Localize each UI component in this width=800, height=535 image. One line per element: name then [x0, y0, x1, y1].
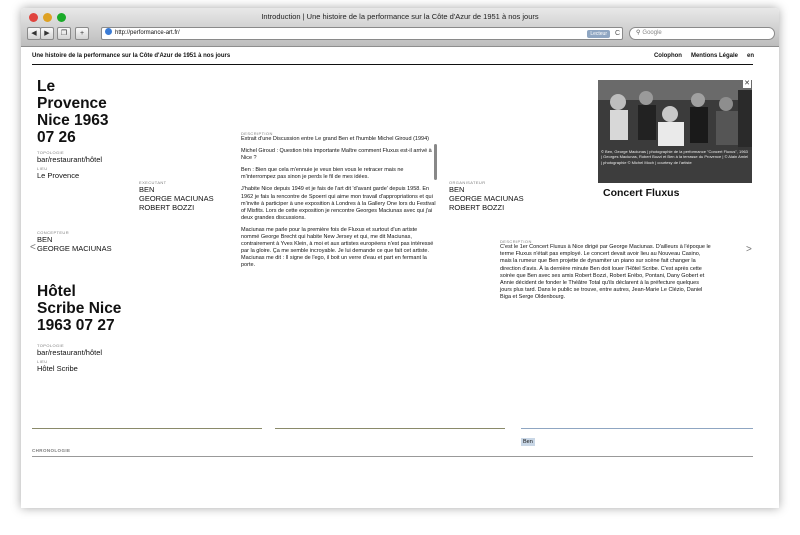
description-paragraph: Extrait d'une Discussion entre Le grand Ben et l'humble Michel Giroud (1994)	[241, 136, 429, 142]
timeline-track[interactable]	[32, 428, 262, 429]
executant-name[interactable]: BEN	[139, 185, 155, 194]
photo-image	[598, 80, 752, 150]
title-bar	[21, 8, 779, 47]
executant-name[interactable]: ROBERT BOZZI	[139, 203, 195, 212]
timeline-tag[interactable]: Ben	[523, 439, 533, 445]
typologie-value: bar/restaurant/hôtel	[37, 348, 103, 357]
concepteur-name[interactable]: BEN	[37, 235, 53, 244]
description-paragraph: Ben : Bien que cela m'ennuie je veux bien vous le retracer mais ne m'interrompez pas sinon je perds le fil de mes idées.	[241, 167, 404, 181]
top-nav	[654, 53, 754, 59]
photo-caption: © Ben, George Maciunas | photographie de la performance "Concert Fluxus", 1963 | Georges Maciunas, Robert Bozzi et Ben à la terrasse du Provence | © Alain Amiel | photographie © Michel Moch | courtesy de l'artiste	[598, 147, 752, 183]
window-title: Introduction | Une histoire de la performance sur la Côte d'Azur de 1951 à nos jours	[261, 12, 539, 21]
title-line: Hôtel	[37, 283, 76, 300]
description-label: DESCRIPTION	[241, 131, 273, 136]
concepteur-label: CONCEPTEUR	[37, 230, 70, 235]
forward-button[interactable]: ▶	[40, 27, 54, 40]
organisateur-name[interactable]: BEN	[449, 185, 465, 194]
description-paragraph: Maciunas me parle pour la première fois de Fluxus et surtout d'un artiste nommé George Brecht qui habite New Jersey et qui, me dit Maciunas, contrairement à Yves Klein, à moi et aux artistes européens n'est pas intéressé par la gloire. Ça me semble incroyable. Je lui demande ce que fait cet artiste. Maciunas me dit : Il signe de l'ego, il boit un verre d'eau et part en fermant la porte.	[241, 226, 434, 269]
lieu-label: LIEU	[37, 166, 48, 171]
title-line: 1963 07 27	[37, 317, 115, 334]
site-header-title[interactable]: Une histoire de la performance sur la Côte d'Azur de 1951 à nos jours	[32, 53, 231, 59]
executant-names	[139, 185, 214, 212]
title-line: 07 26	[37, 129, 76, 146]
add-bookmark-button[interactable]: +	[75, 27, 89, 40]
executant-label: EXECUTANT	[139, 180, 167, 185]
nav-language-en[interactable]: en	[746, 53, 754, 59]
lieu-value: Le Provence	[37, 171, 80, 180]
title-line: Scribe Nice	[37, 300, 122, 317]
typologie-value: bar/restaurant/hôtel	[37, 155, 103, 164]
description-scrollbar[interactable]	[434, 144, 437, 180]
event-title-le-provence[interactable]	[37, 78, 109, 146]
browser-window	[21, 8, 779, 508]
title-line: Provence	[37, 95, 107, 112]
typologie-label: TOPOLOGIE	[37, 343, 65, 348]
search-input[interactable]	[629, 27, 775, 40]
typologie-label: TOPOLOGIE	[37, 150, 65, 155]
nav-colophon[interactable]: Colophon	[653, 53, 682, 59]
event-title-hotel-scribe[interactable]	[37, 283, 121, 334]
nav-mentions-legales[interactable]: Mentions Légale	[690, 53, 738, 59]
description-paragraph: J'habite Nice depuis 1949 et je fais de l'art dit 'd'avant garde' depuis 1958. En 1962 je fais la rencontre de Spoerri qui aime mon travail d'appropriations et qui m'invite à participer à une exposition à Londres à la Gallery One lors du Festival of Misfits. Lors de cette exposition je rencontre Georges Maciunas avec qui j'ai deux grandes discussions.	[241, 186, 436, 221]
event-photo[interactable]	[598, 80, 752, 183]
organisateur-name[interactable]: GEORGE MACIUNAS	[449, 194, 524, 203]
next-arrow-icon[interactable]: >	[746, 244, 752, 255]
search-placeholder: Google	[642, 30, 662, 36]
search-icon: ⚲	[636, 30, 641, 36]
header-divider	[32, 64, 753, 65]
description-paragraph: Michel Giroud : Question très importante Maître comment Fluxus est-il arrivé à Nice ?	[241, 148, 432, 162]
title-line: Nice 1963	[37, 112, 109, 129]
organisateur-name[interactable]: ROBERT BOZZI	[449, 203, 505, 212]
url-text: http://performance-art.fr/	[115, 30, 180, 36]
close-icon[interactable]: ✕	[744, 80, 750, 87]
reload-icon[interactable]: C	[614, 30, 620, 37]
previous-arrow-icon[interactable]: <	[30, 242, 36, 253]
event-title-concert-fluxus[interactable]: Concert Fluxus	[603, 187, 680, 199]
title-line: Le	[37, 78, 56, 95]
right-description-text: C'est le 1er Concert Fluxus à Nice dirigé par George Maciunas. D'ailleurs à l'époque le terme Fluxus n'était pas employé. Le concert devait avoir lieu au Nouveau Casino, mais la rumeur que Ben projette de dynamiter un piano sur scène fait changer la direction d'avis. À la dernière minute Ben doit louer l'Hôtel Scribe. C'est après cette soirée que Ben avec ses amis Robert Bozzi, Robert Erébo, Pontani, Dany Gobert et Annie décident de fonder le Théâtre Total qu'ils déclarent à la préfecture quelques jours plus tard. Dans le public se trouve, entre autres, Jean-Marie Le Clézio, Daniel Biga et Serge Oldenbourg.	[500, 244, 711, 301]
right-description-label: DESCRIPTION	[500, 239, 532, 244]
url-field[interactable]	[101, 27, 623, 40]
lieu-value: Hôtel Scribe	[37, 364, 78, 373]
concepteur-name[interactable]: GEORGE MACIUNAS	[37, 244, 112, 253]
chronologie-divider	[32, 456, 753, 457]
reader-button[interactable]: Lecteur	[587, 30, 610, 38]
concepteur-names	[37, 235, 112, 253]
page-content	[21, 47, 779, 508]
organisateur-label: ORGANISATEUR	[449, 180, 486, 185]
browser-toolbar	[21, 24, 779, 44]
organisateur-names	[449, 185, 524, 212]
bookmark-icon[interactable]: ❐	[57, 27, 71, 40]
executant-name[interactable]: GEORGE MACIUNAS	[139, 194, 214, 203]
lieu-label: LIEU	[37, 359, 48, 364]
chronologie-label: CHRONOLOGIE	[32, 448, 71, 453]
back-button[interactable]: ◀	[27, 27, 41, 40]
timeline-track[interactable]	[275, 428, 505, 429]
description-scroll-area[interactable]	[241, 136, 437, 307]
timeline-track-active[interactable]	[521, 428, 753, 429]
site-favicon-icon	[105, 28, 112, 35]
